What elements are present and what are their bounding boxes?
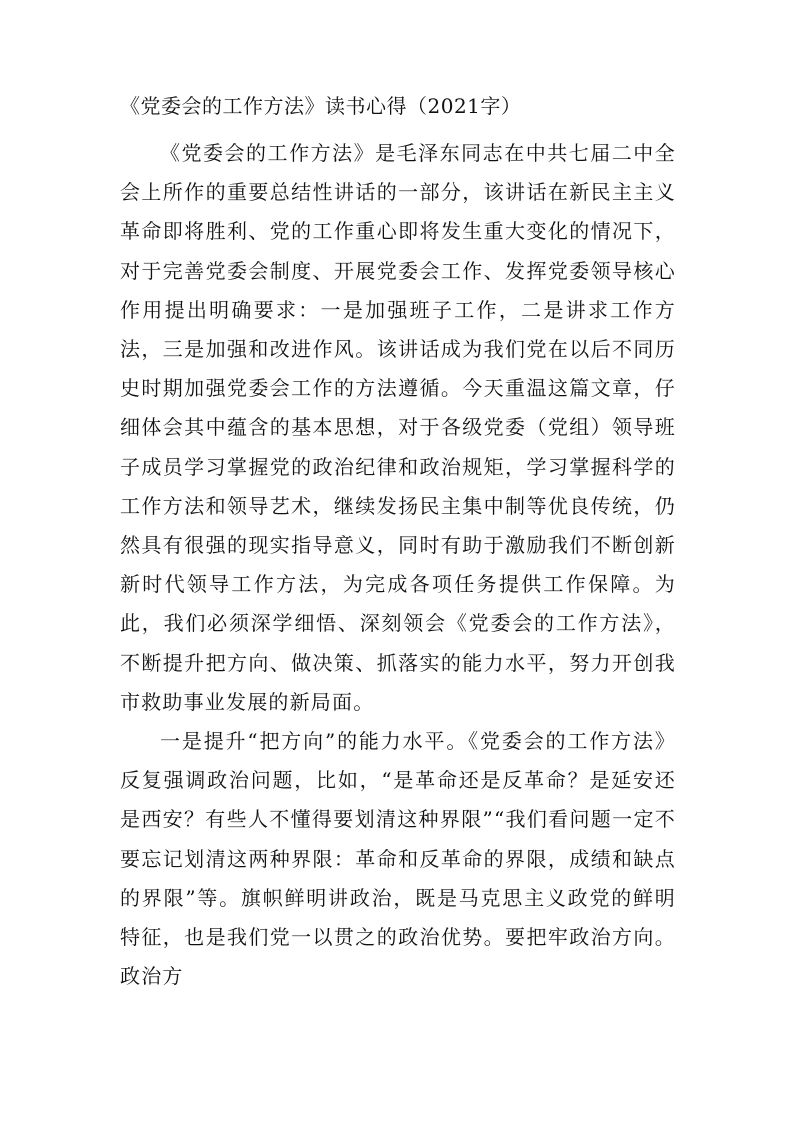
paragraph-direction: 一是提升“把方向”的能力水平。《党委会的工作方法》反复强调政治问题，比如，“是革命还是反革命？是延安还是西安？有些人不懂得要划清这种界限”“我们看问题一定不要忘记划清这两种界限：革命和反革命的界限，成绩和缺点的界限”等。旗帜鲜明讲政治，既是马克思主义政党的鲜明特征，也是我们党一以贯之的政治优势。要把牢政治方向。政治方 <box>120 729 676 989</box>
document-body <box>120 134 676 996</box>
paragraph-intro: 《党委会的工作方法》是毛泽东同志在中共七届二中全会上所作的重要总结性讲话的一部分，该讲话在新民主主义革命即将胜利、党的工作重心即将发生重大变化的情况下，对于完善党委会制度、开展党委会工作、发挥党委领导核心作用提出明确要求：一是加强班子工作，二是讲求工作方法，三是加强和改进作风。该讲话成为我们党在以后不同历史时期加强党委会工作的方法遵循。今天重温这篇文章，仔细体会其中蕴含的基本思想，对于各级党委（党组）领导班子成员学习掌握党的政治纪律和政治规矩，学习掌握科学的工作方法和领导艺术，继续发扬民主集中制等优良传统，仍然具有很强的现实指导意义，同时有助于激励我们不断创新新时代领导工作方法，为完成各项任务提供工作保障。为此，我们必须深学细悟、深刻领会《党委会的工作方法》，不断提升把方向、做决策、抓落实的能力水平，努力开创我市救助事业发展的新局面。 <box>120 141 676 714</box>
document-title: 《党委会的工作方法》读书心得（2021字） <box>120 94 522 118</box>
